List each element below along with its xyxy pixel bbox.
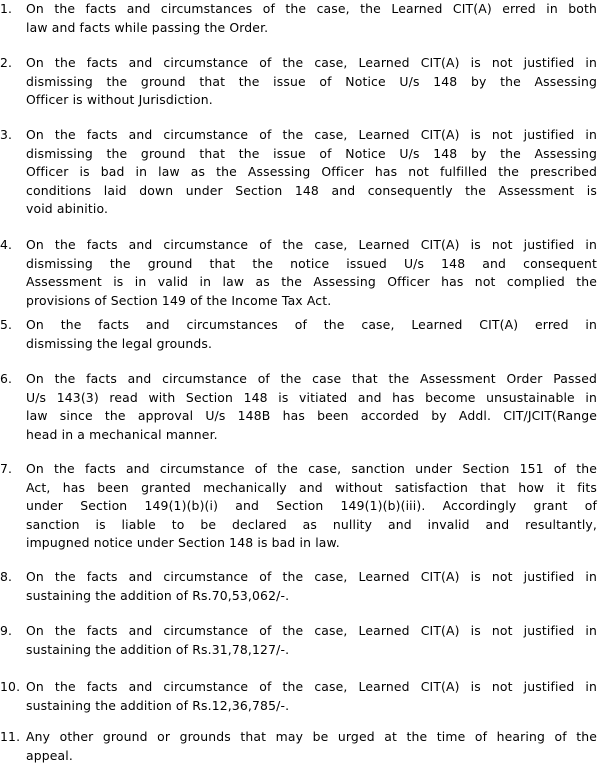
ground-line: Officer is bad in law as the Assessing Officer has not fulfilled the prescribed [26,164,597,180]
ground-item-9 [0,622,597,659]
ground-line: dismissing the legal grounds. [26,335,213,351]
ground-item-10 [0,678,597,715]
ground-line: On the facts and circumstances of the case, the Learned CIT(A) erred in both [26,1,597,16]
ground-line: On the facts and circumstance of the case, Learned CIT(A) is not justified in [26,623,597,638]
ground-line: sustaining the addition of Rs.31,78,127/-. [26,641,290,657]
ground-line: On the facts and circumstance of the case, Learned CIT(A) is not justified in [26,55,597,70]
ground-line: On the facts and circumstance of the case, Learned CIT(A) is not justified in [26,679,597,694]
ground-line: Act, has been granted mechanically and without satisfaction that how it fits [26,479,597,495]
ground-text [26,54,597,110]
ground-text [26,678,597,715]
ground-line: law since the approval U/s 148B has been accorded by Addl. CIT/JCIT(Range [26,408,597,424]
ground-text [26,568,597,605]
ground-line: dismissing the ground that the issue of Notice U/s 148 by the Assessing [26,145,597,161]
ground-line: appeal. [26,747,73,763]
ground-line: under Section 149(1)(b)(i) and Section 149(1)(b)(iii). Accordingly grant of [26,498,597,514]
ground-line: dismissing the ground that the issue of Notice U/s 148 by the Assessing [26,73,597,89]
ground-line: head in a mechanical manner. [26,426,218,442]
ground-line: Any other ground or grounds that may be urged at the time of hearing of the [26,729,597,744]
ground-text [26,460,597,553]
ground-number: 10. [0,679,21,694]
ground-number: 2. [0,55,13,70]
ground-number: 8. [0,569,13,584]
ground-item-11 [0,728,597,765]
ground-line: sanction is liable to be declared as nullity and invalid and resultantly, [26,516,597,532]
ground-item-8 [0,568,597,605]
ground-line: On the facts and circumstance of the case, Learned CIT(A) is not justified in [26,569,597,584]
ground-line: On the facts and circumstance of the case that the Assessment Order Passed [26,371,597,386]
ground-line: sustaining the addition of Rs.12,36,785/-. [26,697,290,713]
ground-text [26,126,597,219]
ground-number: 1. [0,1,13,16]
ground-item-5 [0,316,597,353]
ground-number: 7. [0,461,13,476]
ground-line: On the facts and circumstance of the case, sanction under Section 151 of the [26,461,597,476]
ground-item-4 [0,236,597,310]
ground-line: impugned notice under Section 148 is bad in law. [26,535,340,551]
ground-line: U/s 143(3) read with Section 148 is vitiated and has become unsustainable in [26,389,597,405]
ground-line: sustaining the addition of Rs.70,53,062/-. [26,587,290,603]
ground-item-7 [0,460,597,553]
ground-line: provisions of Section 149 of the Income Tax Act. [26,292,332,308]
ground-line: On the facts and circumstances of the case, Learned CIT(A) erred in [26,317,597,332]
ground-line: Assessment is in valid in law as the Assessing Officer has not complied the [26,274,597,290]
ground-number: 3. [0,127,13,142]
ground-item-1 [0,0,597,37]
ground-number: 6. [0,371,13,386]
ground-line: On the facts and circumstance of the case, Learned CIT(A) is not justified in [26,127,597,142]
ground-item-2 [0,54,597,110]
ground-text [26,316,597,353]
ground-line: Officer is without Jurisdiction. [26,92,213,108]
ground-text [26,0,597,37]
ground-item-3 [0,126,597,219]
ground-text [26,370,597,444]
ground-text [26,236,597,310]
ground-text [26,728,597,765]
ground-line: On the facts and circumstance of the case, Learned CIT(A) is not justified in [26,237,597,252]
ground-line: dismissing the ground that the notice issued U/s 148 and consequent [26,255,597,271]
ground-line: conditions laid down under Section 148 and consequently the Assessment is [26,182,597,198]
ground-line: void abinitio. [26,201,109,217]
ground-number: 4. [0,237,13,252]
ground-item-6 [0,370,597,444]
ground-number: 9. [0,623,13,638]
ground-line: law and facts while passing the Order. [26,19,269,35]
ground-text [26,622,597,659]
ground-number: 5. [0,317,13,332]
ground-number: 11. [0,729,21,744]
